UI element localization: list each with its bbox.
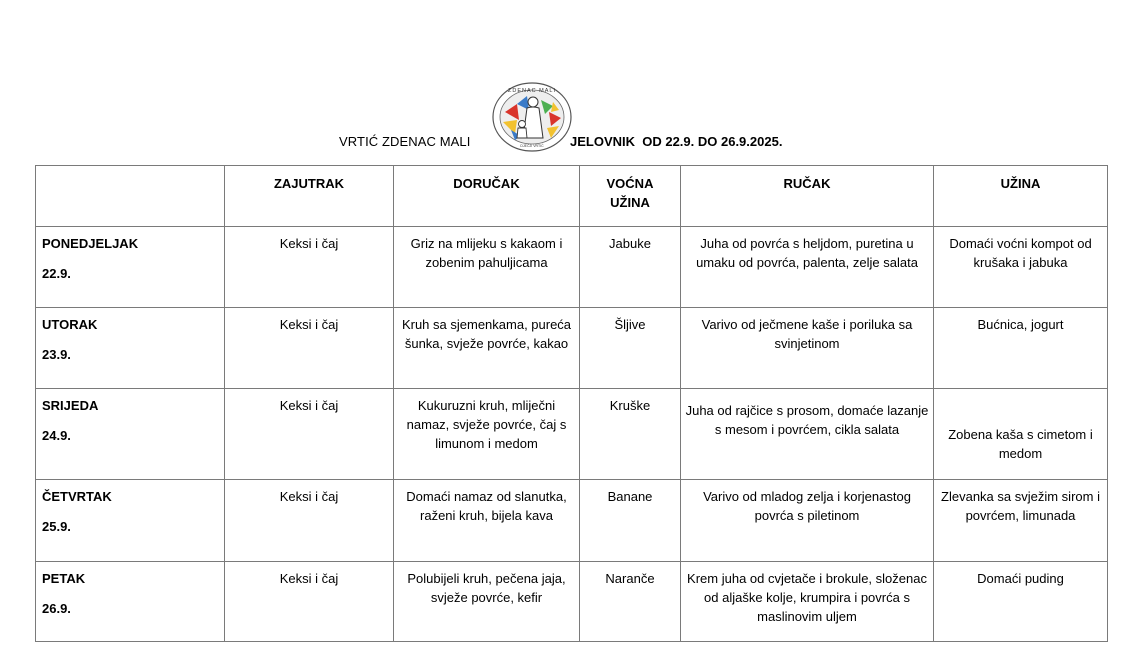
day-date: 22.9. [42,266,71,281]
table-header-row [36,166,1108,227]
kindergarten-name: VRTIĆ ZDENAC MALI [339,134,471,149]
rucak-cell: Juha od povrća s heljdom, puretina u umaku od povrća, palenta, zelje salata [681,227,934,308]
uzina-cell: Zobena kaša s cimetom i medom [934,389,1108,480]
dorucak-cell: Domaći namaz od slanutka, raženi kruh, bijela kava [394,480,580,562]
rucak-cell: Krem juha od cvjetače i brokule, složenac od aljaške kolje, krumpira i povrća s maslinovim uljem [681,562,934,642]
dorucak-cell: Griz na mlijeku s kakaom i zobenim pahuljicama [394,227,580,308]
kindergarten-logo [491,82,573,152]
uzina-cell: Bućnica, jogurt [934,308,1108,389]
menu-title: JELOVNIK OD 22.9. DO 26.9.2025. [570,134,783,149]
table-row [36,480,1108,562]
header-vocna-line1: VOĆNA [606,176,654,191]
day-name: PETAK [42,571,86,586]
dorucak-cell: Kukuruzni kruh, mliječni namaz, svježe povrće, čaj s limunom i medom [394,389,580,480]
svg-text:ZDENAC MALI: ZDENAC MALI [508,88,556,94]
vocna-uzina-cell: Banane [580,480,681,562]
dorucak-cell: Kruh sa sjemenkama, pureća šunka, svježe povrće, kakao [394,308,580,389]
day-name: UTORAK [42,317,98,332]
day-date: 24.9. [42,428,71,443]
table-row [36,227,1108,308]
uzina-cell: Domaći puding [934,562,1108,642]
header-uzina: UŽINA [934,166,1108,227]
vocna-uzina-cell: Jabuke [580,227,681,308]
header-rucak: RUČAK [681,166,934,227]
uzina-cell: Zlevanka sa svježim sirom i povrćem, limunada [934,480,1108,562]
zajutrak-cell: Keksi i čaj [225,308,394,389]
day-cell [36,562,225,642]
day-date: 25.9. [42,519,71,534]
day-cell [36,480,225,562]
header-day [36,166,225,227]
zajutrak-cell: Keksi i čaj [225,227,394,308]
zajutrak-cell: Keksi i čaj [225,562,394,642]
vocna-uzina-cell: Naranče [580,562,681,642]
vocna-uzina-cell: Kruške [580,389,681,480]
rucak-cell: Varivo od ječmene kaše i poriluka sa svinjetinom [681,308,934,389]
dorucak-cell: Polubijeli kruh, pečena jaja, svježe povrće, kefir [394,562,580,642]
day-date: 26.9. [42,601,71,616]
uzina-cell: Domaći voćni kompot od krušaka i jabuka [934,227,1108,308]
svg-text:DJEČJI VRTIĆ: DJEČJI VRTIĆ [520,144,544,148]
table-row [36,308,1108,389]
day-name: ČETVRTAK [42,489,112,504]
day-name: SRIJEDA [42,398,99,413]
day-cell [36,227,225,308]
header-dorucak: DORUČAK [394,166,580,227]
rucak-cell: Juha od rajčice s prosom, domaće lazanje s mesom i povrćem, cikla salata [681,389,934,480]
header-vocna-line2: UŽINA [610,195,650,210]
weekly-menu-table [35,165,1108,642]
table-row [36,562,1108,642]
header-vocna-uzina [580,166,681,227]
zajutrak-cell: Keksi i čaj [225,480,394,562]
header-zajutrak: ZAJUTRAK [225,166,394,227]
zajutrak-cell: Keksi i čaj [225,389,394,480]
day-cell [36,389,225,480]
day-cell [36,308,225,389]
day-date: 23.9. [42,347,71,362]
table-row [36,389,1108,480]
day-name: PONEDJELJAK [42,236,139,251]
vocna-uzina-cell: Šljive [580,308,681,389]
rucak-cell: Varivo od mladog zelja i korjenastog povrća s piletinom [681,480,934,562]
